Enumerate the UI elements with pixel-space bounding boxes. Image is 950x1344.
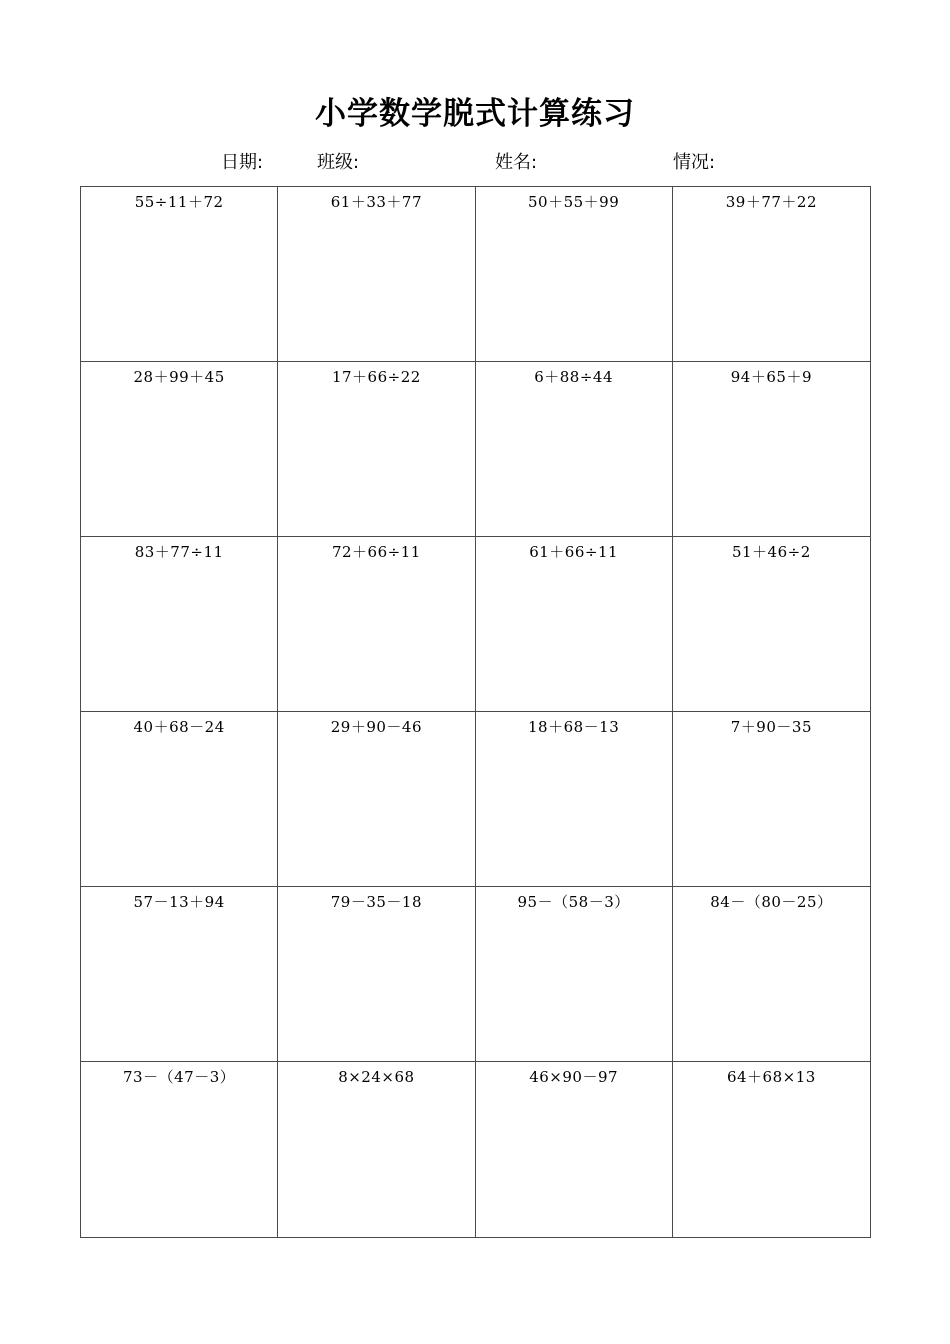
problem-expression: 18＋68－13 xyxy=(527,718,620,736)
problem-expression: 51＋46÷2 xyxy=(731,543,811,561)
problem-expression: 95－（58－3） xyxy=(517,893,630,911)
problem-expression: 50＋55＋99 xyxy=(527,193,620,211)
problem-cell xyxy=(673,537,870,712)
problem-cell xyxy=(673,712,870,887)
problem-expression: 6＋88÷44 xyxy=(534,368,614,386)
problem-grid xyxy=(80,186,871,1238)
problem-cell xyxy=(81,887,278,1062)
problem-cell xyxy=(81,537,278,712)
problem-cell xyxy=(81,362,278,537)
problem-expression: 55÷11＋72 xyxy=(134,193,224,211)
problem-cell xyxy=(278,887,475,1062)
page-title: 小学数学脱式计算练习 xyxy=(315,96,635,132)
problem-expression: 46×90－97 xyxy=(529,1068,619,1086)
problem-cell xyxy=(278,362,475,537)
problem-expression: 57－13＋94 xyxy=(133,893,225,911)
problem-cell xyxy=(81,187,278,362)
problem-expression: 40＋68－24 xyxy=(133,718,225,736)
problem-expression: 28＋99＋45 xyxy=(133,368,225,386)
problem-expression: 72＋66÷11 xyxy=(331,543,421,561)
date-label: 日期: xyxy=(221,152,264,173)
problem-expression: 64＋68×13 xyxy=(726,1068,816,1086)
problem-cell xyxy=(278,187,475,362)
problem-cell xyxy=(476,362,673,537)
problem-cell xyxy=(673,362,870,537)
problem-expression: 73－（47－3） xyxy=(123,1068,236,1086)
problem-cell xyxy=(476,712,673,887)
status-label: 情况: xyxy=(673,152,716,173)
problem-expression: 39＋77＋22 xyxy=(725,193,817,211)
problem-cell xyxy=(476,1062,673,1237)
problem-cell xyxy=(81,1062,278,1237)
problem-cell xyxy=(476,537,673,712)
problem-expression: 83＋77÷11 xyxy=(134,543,224,561)
problem-expression: 94＋65＋9 xyxy=(730,368,812,386)
problem-cell xyxy=(476,187,673,362)
problem-cell xyxy=(81,712,278,887)
class-label: 班级: xyxy=(317,152,360,173)
problem-cell xyxy=(278,712,475,887)
problem-expression: 79－35－18 xyxy=(330,893,422,911)
problem-cell xyxy=(673,1062,870,1237)
problem-cell xyxy=(278,537,475,712)
problem-expression: 61＋33＋77 xyxy=(330,193,422,211)
problem-expression: 29＋90－46 xyxy=(330,718,422,736)
problem-cell xyxy=(673,887,870,1062)
problem-expression: 84－（80－25） xyxy=(710,893,833,911)
problem-expression: 8×24×68 xyxy=(338,1068,415,1086)
problem-cell xyxy=(673,187,870,362)
problem-expression: 61＋66÷11 xyxy=(529,543,619,561)
problem-cell xyxy=(278,1062,475,1237)
name-label: 姓名: xyxy=(495,152,538,173)
problem-expression: 7＋90－35 xyxy=(730,718,812,736)
problem-expression: 17＋66÷22 xyxy=(331,368,421,386)
problem-cell xyxy=(476,887,673,1062)
